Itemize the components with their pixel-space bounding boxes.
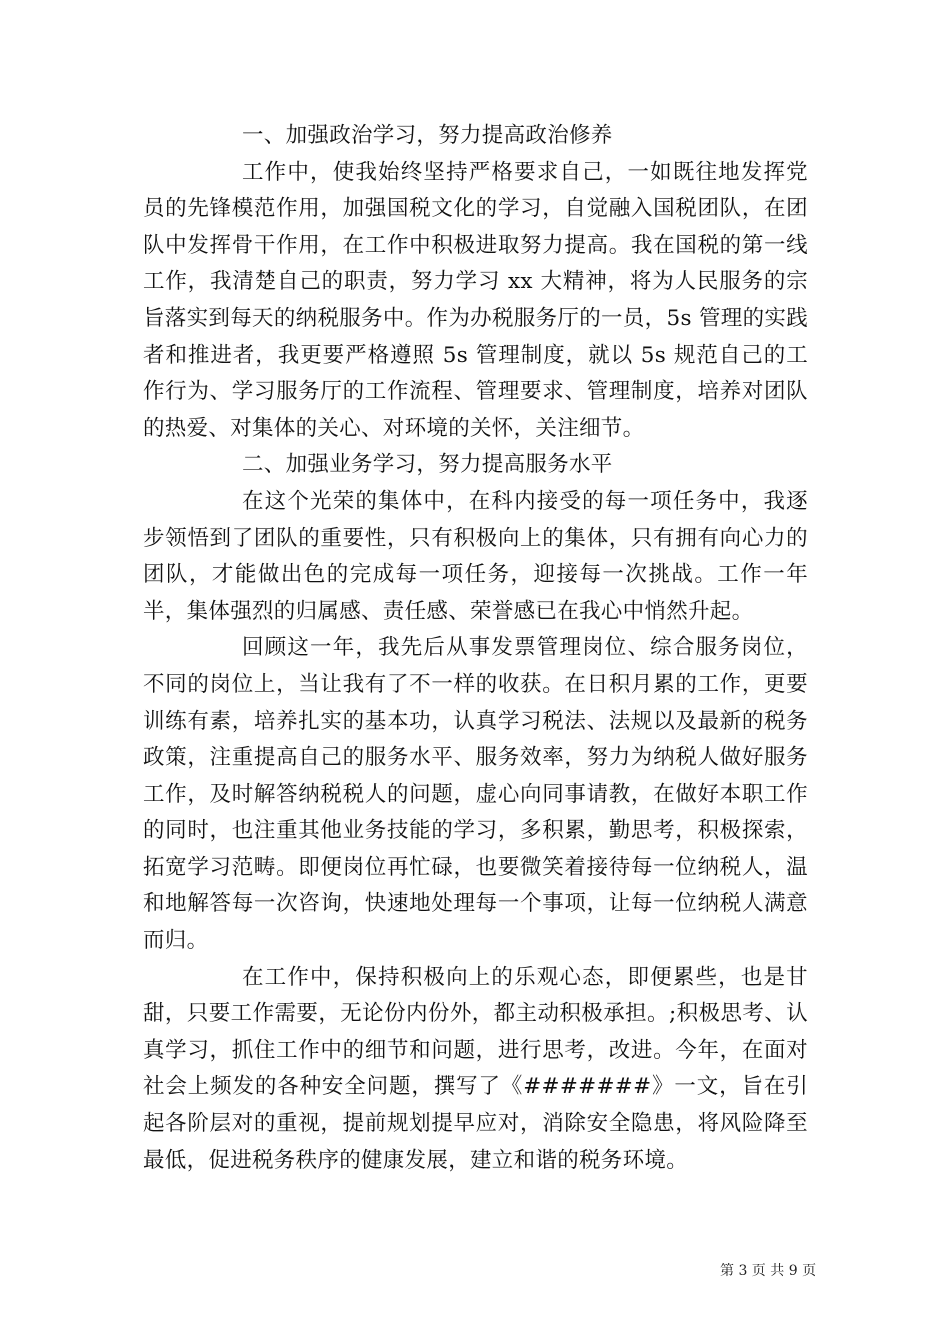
page-number-footer: 第 3 页 共 9 页 [720,1263,817,1279]
section-heading-business-study: 二、加强业务学习，努力提高服务水平 [242,452,613,478]
document-body [143,118,808,1179]
section-heading-political-study: 一、加强政治学习，努力提高政治修养 [242,123,613,148]
paragraph-positive-attitude: 在工作中，保持积极向上的乐观心态，即便累些，也是甘甜，只要工作需要，无论份内份外，都主动积极承担。;积极思考、认真学习，抓住工作中的细节和问题，进行思考，改进。今年，在面对社会上频发的各种安全问题，撰写了《#######》一文，旨在引起各阶层对的重视，提前规划提早应对，消除安全隐患，将风险降至最低，促进税务秩序的健康发展，建立和谐的税务环境。 [143,964,808,1173]
paragraph-team-spirit: 在这个光荣的集体中，在科内接受的每一项任务中，我逐步领悟到了团队的重要性，只有积极向上的集体，只有拥有向心力的团队，才能做出色的完成每一项任务，迎接每一次挑战。工作一年半，集体强烈的归属感、责任感、荣誉感已在我心中悄然升起。 [143,488,808,624]
paragraph-year-review: 回顾这一年，我先后从事发票管理岗位、综合服务岗位，不同的岗位上，当让我有了不一样的收获。在日积月累的工作，更要训练有素，培养扎实的基本功，认真学习税法、法规以及最新的税务政策，注重提高自己的服务水平、服务效率，努力为纳税人做好服务工作，及时解答纳税税人的问题，虚心向同事请教，在做好本职工作的同时，也注重其他业务技能的学习，多积累，勤思考，积极探索，拓宽学习范畴。即便岗位再忙碌，也要微笑着接待每一位纳税人，温和地解答每一次咨询，快速地处理每一个事项，让每一位纳税人满意而归。 [143,635,808,954]
paragraph-political-study: 工作中，使我始终坚持严格要求自己，一如既往地发挥党员的先锋模范作用，加强国税文化的学习，自觉融入国税团队，在团队中发挥骨干作用，在工作中积极进取努力提高。我在国税的第一线工作，我清楚自己的职责，努力学习 xx 大精神，将为人民服务的宗旨落实到每天的纳税服务中。作为办税服务厅的一员，5s 管理的实践者和推进者，我更要严格遵照 5s 管理制度，就以 5s 规范自己的工作行为、学习服务厅的工作流程、管理要求、管理制度，培养对团队的热爱、对集体的关心、对环境的关怀，关注细节。 [143,159,808,441]
